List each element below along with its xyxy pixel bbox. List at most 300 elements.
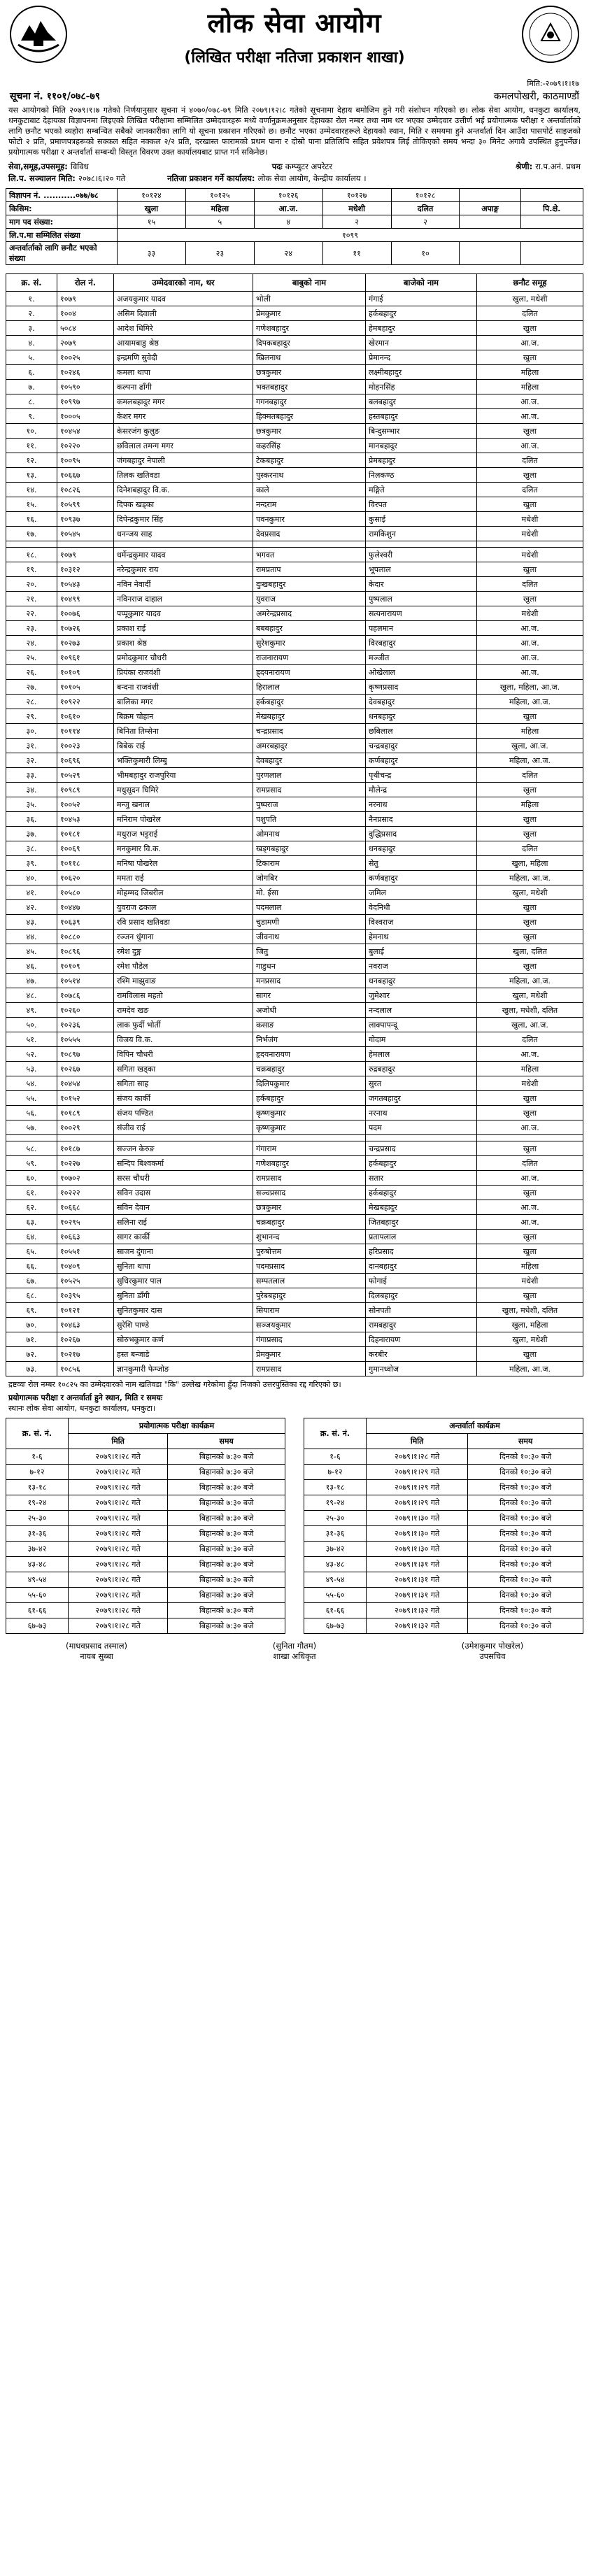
schedule-row (6, 1572, 285, 1588)
time-cell: बिहानको ७:३० बजे (168, 1542, 285, 1557)
roll-cell: १०६६३ (57, 1230, 114, 1244)
interview-count-cell: ११ (322, 242, 391, 265)
candidate-name-cell: भक्तिकुमारी लिम्बु (114, 753, 253, 768)
serial-cell: ६७. (6, 1274, 57, 1288)
father-name-cell: पुस्करनाथ (253, 468, 366, 483)
table-row (6, 1274, 583, 1288)
candidate-name-cell: बिबेक राई (114, 739, 253, 753)
father-name-cell: देवप्रसाद (253, 527, 366, 541)
signatory-name: (माधवप्रसाद तस्माल) (65, 1641, 128, 1651)
father-name-cell: रामप्रसाद (253, 783, 366, 797)
grandfather-name-cell: विरबहादुर (366, 636, 477, 650)
father-name-cell: काले (253, 483, 366, 497)
grandfather-name-cell: हर्कबहादुर (366, 306, 477, 321)
roll-cell: १०५२९ (57, 768, 114, 783)
father-name-cell: सागर (253, 988, 366, 1003)
separator-cell (114, 541, 253, 548)
father-name-cell: पशुपति (253, 812, 366, 827)
group-cell: खुला (477, 497, 583, 512)
candidate-name-cell: सगिता खड्का (114, 1062, 253, 1076)
service-label: सेवा,समूह,उपसमूह: (8, 162, 68, 171)
serial-cell: २२. (6, 606, 57, 621)
group-cell: आ.ज. (477, 665, 583, 680)
group-cell: आ.ज. (477, 636, 583, 650)
col-header: रोल नं. (57, 274, 114, 292)
date-cell: २०७९।१।२८ गते (69, 1542, 168, 1557)
father-name-cell: मनप्रसाद (253, 974, 366, 988)
interview-count-cell: १० (391, 242, 460, 265)
table-row (6, 827, 583, 841)
date-cell: २०७९।१।२८ गते (69, 1449, 168, 1465)
roll-cell: १०११८ (57, 856, 114, 871)
group-cell: महिला (477, 380, 583, 394)
serial-cell: ५१. (6, 1032, 57, 1047)
demand-label: माग पद संख्या: (6, 215, 118, 229)
table-row (6, 483, 583, 497)
roll-cell: १०४५३ (57, 812, 114, 827)
adv-col: १०१२८ (391, 189, 460, 202)
grandfather-name-cell: प्रेमानन्द (366, 350, 477, 365)
table-row (6, 665, 583, 680)
roll-cell: १०७२६ (57, 621, 114, 636)
father-name-cell: बबबहादुर (253, 621, 366, 636)
col-header: क्र. सं. (6, 274, 57, 292)
date-cell: २०७९।१।३१ गते (367, 1572, 468, 1588)
roll-cell: १०४९९ (57, 592, 114, 606)
adv-col: १०१२४ (118, 189, 186, 202)
exam-meta (6, 172, 583, 188)
serial-cell: ४६. (6, 959, 57, 974)
separator-cell (253, 541, 366, 548)
father-name-cell: टिकाराम (253, 856, 366, 871)
serial-cell: ६. (6, 365, 57, 380)
serial-cell: ११. (6, 439, 57, 453)
serial-cell: ३१. (6, 739, 57, 753)
serial-cell: ३६. (6, 812, 57, 827)
serial-cell: ४४. (6, 930, 57, 944)
group-cell: मधेशी (477, 606, 583, 621)
grandfather-name-cell: चन्द्रबहादुर (366, 739, 477, 753)
grandfather-name-cell: दिलबहादुर (366, 1288, 477, 1303)
father-name-cell: हर्कबहादुर (253, 1091, 366, 1106)
sched-col-header: मिति (69, 1434, 168, 1449)
candidate-name-cell: मनिराम पोखरेल (114, 812, 253, 827)
father-name-cell: अमरेन्द्रप्रसाद (253, 606, 366, 621)
serial-range-cell: १-६ (304, 1449, 367, 1465)
table-row (6, 974, 583, 988)
serial-cell: ३. (6, 321, 57, 336)
time-cell: बिहानको ७:३० बजे (168, 1480, 285, 1495)
candidate-name-cell: सविन उदास (114, 1186, 253, 1200)
serial-cell: ७३. (6, 1362, 57, 1376)
table-row (6, 856, 583, 871)
demand-cell: २ (322, 215, 391, 229)
table-row (6, 1186, 583, 1200)
father-name-cell: देवबहादुर (253, 753, 366, 768)
serial-range-cell: १३-१८ (6, 1480, 69, 1495)
group-cell: मधेशी (477, 548, 583, 562)
schedule-place: स्थानः लोक सेवा आयोग, धनकुटा कार्यालय, धनकुटा। (8, 1404, 156, 1413)
serial-cell: ६०. (6, 1171, 57, 1186)
group-cell: आ.ज. (477, 439, 583, 453)
roll-cell: १०५५५ (57, 1032, 114, 1047)
candidate-name-cell: ज्ञानकुमारी फेम्जोङ (114, 1362, 253, 1376)
grandfather-name-cell: कर्णबहादुर (366, 871, 477, 885)
father-name-cell: गंगाप्रसाद (253, 1332, 366, 1347)
post-value: कम्प्युटर अपरेटर (285, 162, 333, 171)
grandfather-name-cell: जितबहादुर (366, 1215, 477, 1230)
grandfather-name-cell: धनबहादुर (366, 709, 477, 724)
time-cell: दिनको १०:३० बजे (468, 1480, 583, 1495)
footnote: द्रष्टव्यः रोल नम्बर १०८२५ का उम्मेदवारको नाम खतिवडा "कि" उल्लेख गरेकोमा हुँदा निजको उत्तरपुस्तिका रद्द गरिएको छ। (8, 1380, 341, 1389)
father-name-cell: हर्कबहादुर (253, 695, 366, 709)
candidate-name-cell: मनकुमार वि.क. (114, 841, 253, 856)
father-name-cell: छत्रकुमार (253, 365, 366, 380)
roll-cell: ५०८४ (57, 321, 114, 336)
sched-col-header: मिति (367, 1434, 468, 1449)
candidate-name-cell: सन्दिप बिश्वकर्मा (114, 1156, 253, 1171)
candidate-list-table (6, 273, 583, 1376)
roll-cell: १०९८९ (57, 783, 114, 797)
serial-cell: ७१. (6, 1332, 57, 1347)
serial-range-cell: ६१-६६ (6, 1603, 69, 1618)
group-cell: खुला (477, 827, 583, 841)
group-cell: आ.ज. (477, 621, 583, 636)
grandfather-name-cell: धनबहादुर (366, 841, 477, 856)
roll-cell: १०८८० (57, 930, 114, 944)
serial-cell: १३. (6, 468, 57, 483)
table-row (6, 424, 583, 439)
group-cell: आ.ज. (477, 1120, 583, 1135)
signatory-role: शाखा अधिकृत (273, 1651, 316, 1661)
table-row (6, 1091, 583, 1106)
time-cell: दिनको १०:३० बजे (468, 1465, 583, 1480)
father-name-cell: ओमनाथ (253, 827, 366, 841)
candidate-name-cell: कमलबहादुर मगर (114, 394, 253, 409)
grandfather-name-cell: नन्दलाल (366, 1003, 477, 1018)
signatory-role: नायब सुब्बा (80, 1651, 113, 1661)
father-name-cell: सुरेशकुमार (253, 636, 366, 650)
table-row (6, 527, 583, 541)
schedule-title: प्रयोगात्मक परीक्षा र अन्तर्वार्ता हुने स्थान, मिति र समयः (8, 1393, 163, 1402)
roll-cell: १०४४७ (57, 900, 114, 915)
demand-cell: १५ (118, 215, 186, 229)
roll-cell: १०५८० (57, 885, 114, 900)
table-row (6, 636, 583, 650)
candidate-name-cell: रवि प्रसाद खतिवडा (114, 915, 253, 930)
date-cell: २०७९।१।२९ गते (367, 1465, 468, 1480)
signature-block (6, 1634, 583, 1662)
serial-range-cell: ४३-४८ (304, 1557, 367, 1572)
roll-cell: १०८९७ (57, 1047, 114, 1062)
serial-cell: ६८. (6, 1288, 57, 1303)
roll-cell: १०५९० (57, 380, 114, 394)
group-cell: दलित (477, 483, 583, 497)
serial-range-cell: ३७-४२ (6, 1542, 69, 1557)
serial-range-cell: ३७-४२ (304, 1542, 367, 1557)
serial-cell: ७२. (6, 1347, 57, 1362)
roll-cell: १०५४३ (57, 577, 114, 592)
grandfather-name-cell: दिहनारायण (366, 1332, 477, 1347)
father-name-cell: कृष्णकुमार (253, 1120, 366, 1135)
group-cell: खुला, महिला, आ.ज. (477, 680, 583, 695)
table-row (6, 1076, 583, 1091)
result-notice (6, 0, 583, 1662)
roll-cell: १०५९९ (57, 497, 114, 512)
time-cell: दिनको १०:३० बजे (468, 1572, 583, 1588)
serial-cell: ४०. (6, 871, 57, 885)
candidate-name-cell: आदेश धिमिरे (114, 321, 253, 336)
serial-cell: ६२. (6, 1200, 57, 1215)
grandfather-name-cell: कर्णबहादुर (366, 753, 477, 768)
time-cell: दिनको १०:३० बजे (468, 1511, 583, 1526)
candidate-name-cell: बन्दना राजवंशी (114, 680, 253, 695)
schedule-row (304, 1603, 583, 1618)
schedule-row (304, 1542, 583, 1557)
father-name-cell: रामप्रसाद (253, 1171, 366, 1186)
date-cell: २०७९।१।२८ गते (69, 1480, 168, 1495)
father-name-cell: अमरबहादुर (253, 739, 366, 753)
time-cell: दिनको १०:३० बजे (468, 1542, 583, 1557)
serial-cell: १०. (6, 424, 57, 439)
candidate-name-cell: असिम दिवाली (114, 306, 253, 321)
time-cell: बिहानको ७:३० बजे (168, 1495, 285, 1511)
serial-cell: ६३. (6, 1215, 57, 1230)
father-name-cell: रामप्रताप (253, 562, 366, 577)
advertisement-table (6, 188, 583, 265)
grandfather-name-cell: नरनाथ (366, 797, 477, 812)
serial-range-cell: १९-२४ (6, 1495, 69, 1511)
group-cell: महिला, आ.ज. (477, 871, 583, 885)
table-row (6, 871, 583, 885)
level-value: रा.प.अनं. प्रथम (535, 162, 581, 171)
time-cell: बिहानको ७:३० बजे (168, 1557, 285, 1572)
serial-cell: ५९. (6, 1156, 57, 1171)
candidate-name-cell: दिपेन्द्रकुमार सिंह (114, 512, 253, 527)
serial-cell: ५८. (6, 1141, 57, 1156)
schedule-row (6, 1495, 285, 1511)
grandfather-name-cell: चन्द्रप्रसाद (366, 1141, 477, 1156)
serial-cell: ४२. (6, 900, 57, 915)
table-row (6, 548, 583, 562)
group-cell: खुला, मधेशी (477, 988, 583, 1003)
father-name-cell: जितु (253, 944, 366, 959)
candidate-name-cell: जंगबहादुर नेपाली (114, 453, 253, 468)
candidate-name-cell: संजय पण्डित (114, 1106, 253, 1120)
group-cell: खुला (477, 812, 583, 827)
table-row (6, 1230, 583, 1244)
roll-cell: १०६६७ (57, 468, 114, 483)
group-cell: खुला (477, 562, 583, 577)
schedule-row (6, 1449, 285, 1465)
serial-range-cell: ५५-६० (6, 1588, 69, 1603)
serial-cell: ६५. (6, 1244, 57, 1259)
roll-cell: १०९९७ (57, 394, 114, 409)
group-cell: महिला, आ.ज. (477, 1362, 583, 1376)
roll-cell: १०५५१ (57, 1244, 114, 1259)
table-row (6, 1120, 583, 1135)
serial-cell: २. (6, 306, 57, 321)
candidate-name-cell: सुनितकुमार दास (114, 1303, 253, 1318)
group-cell: खुला (477, 1141, 583, 1156)
table-row (6, 1362, 583, 1376)
serial-cell: ७०. (6, 1318, 57, 1332)
separator-cell (57, 1135, 114, 1141)
serial-range-cell: १९-२४ (304, 1495, 367, 1511)
group-cell: खुला (477, 1244, 583, 1259)
father-name-cell: सम्पतलाल (253, 1274, 366, 1288)
father-name-cell: गणेशबहादुर (253, 321, 366, 336)
grandfather-name-cell: मञ्जीत (366, 650, 477, 665)
date-cell: २०७९।१।२९ गते (367, 1495, 468, 1511)
group-cell: खुला (477, 1288, 583, 1303)
group-cell: खुला (477, 783, 583, 797)
date-cell: २०७९।१।२८ गते (69, 1526, 168, 1542)
serial-cell: ५२. (6, 1047, 57, 1062)
group-cell: खुला, मधेशी (477, 885, 583, 900)
candidate-name-cell: धर्मेन्द्रकुमार यादव (114, 548, 253, 562)
father-name-cell: चन्द्रप्रसाद (253, 724, 366, 739)
schedule-row (304, 1511, 583, 1526)
candidate-name-cell: मधुसूदन घिमिरे (114, 783, 253, 797)
grandfather-name-cell: वेदनिधी (366, 900, 477, 915)
roll-cell: १०५४५ (57, 527, 114, 541)
grandfather-name-cell: फोगाई (366, 1274, 477, 1288)
candidate-name-cell: साजन दुंगाना (114, 1244, 253, 1259)
serial-cell: ४१. (6, 885, 57, 900)
grandfather-name-cell: जगतबहादुर (366, 1091, 477, 1106)
candidate-name-cell: सज्जन केरुङ (114, 1141, 253, 1156)
roll-cell: १०१५२ (57, 1091, 114, 1106)
date-cell: २०७९।१।३२ गते (367, 1618, 468, 1634)
candidate-name-cell: सागर कार्की (114, 1230, 253, 1244)
group-cell: खुला, मधेशी (477, 292, 583, 306)
serial-cell: २१. (6, 592, 57, 606)
roll-cell: १०८२६ (57, 483, 114, 497)
group-cell: महिला (477, 724, 583, 739)
demand-cell: ५ (185, 215, 254, 229)
father-name-cell: जीवनाथ (253, 930, 366, 944)
father-name-cell: पुष्पराज (253, 797, 366, 812)
demand-cell: २ (391, 215, 460, 229)
father-name-cell: राजनारायण (253, 650, 366, 665)
candidate-name-cell: लाक फुर्दी भोर्ती (114, 1018, 253, 1032)
group-cell: खुला (477, 959, 583, 974)
demand-cell: ४ (254, 215, 322, 229)
serial-range-cell: ७-१२ (6, 1465, 69, 1480)
candidate-name-cell: नरेन्द्रकुमार राय (114, 562, 253, 577)
grandfather-name-cell: निलकण्ठ (366, 468, 477, 483)
office-value: लोक सेवा आयोग, केन्द्रीय कार्यालय । (257, 173, 367, 183)
table-row (6, 1259, 583, 1274)
candidate-name-cell: कल्पना ढाँगी (114, 380, 253, 394)
grandfather-name-cell: गुमानध्वोज (366, 1362, 477, 1376)
father-name-cell: निर्भजंग (253, 1032, 366, 1047)
grandfather-name-cell: देवबहादुर (366, 695, 477, 709)
table-row (6, 621, 583, 636)
grandfather-name-cell: मङ्गिते (366, 483, 477, 497)
group-cell: मधेशी (477, 527, 583, 541)
group-separator (6, 1135, 583, 1141)
psc-seal-icon (520, 4, 581, 64)
father-name-cell: गगनबहादुर (253, 394, 366, 409)
candidate-name-cell: नविनराज दाहाल (114, 592, 253, 606)
grandfather-name-cell: कुसाई (366, 512, 477, 527)
grandfather-name-cell: विरपत (366, 497, 477, 512)
adv-col: १०१२६ (254, 189, 322, 202)
father-name-cell: युवराज (253, 592, 366, 606)
father-name-cell: सियाराम (253, 1303, 366, 1318)
group-cell: खुला, आ.ज. (477, 1018, 583, 1032)
serial-range-cell: ३१-३६ (6, 1526, 69, 1542)
candidate-name-cell: सुनिता थापा (114, 1259, 253, 1274)
group-cell: खुला (477, 321, 583, 336)
candidate-name-cell: केसरजंग कुलुङ (114, 424, 253, 439)
group-cell: दलित (477, 577, 583, 592)
candidate-rows (6, 292, 583, 1376)
table-row (6, 753, 583, 768)
time-cell: दिनको १०:३० बजे (468, 1603, 583, 1618)
group-cell: खुला (477, 915, 583, 930)
roll-cell: १०८५६ (57, 1362, 114, 1376)
group-cell: महिला (477, 1259, 583, 1274)
father-name-cell: गणेशबहादुर (253, 1156, 366, 1171)
signatory-name: (उमेशकुमार पोखरेल) (461, 1641, 524, 1651)
table-row (6, 768, 583, 783)
group-separator (6, 541, 583, 548)
candidate-name-cell: सविन देवान (114, 1200, 253, 1215)
office-place: कमलपोखरी, काठमाण्डौं (493, 91, 579, 102)
time-cell: दिनको १०:३० बजे (468, 1588, 583, 1603)
sched-col-header: क्र. सं. नं. (6, 1418, 69, 1449)
interview-count-cell: २४ (254, 242, 322, 265)
serial-cell: ३२. (6, 753, 57, 768)
serial-cell: ४९. (6, 1003, 57, 1018)
father-name-cell: हृदयनारायण (253, 1047, 366, 1062)
serial-range-cell: २५-३० (304, 1511, 367, 1526)
serial-cell: १२. (6, 453, 57, 468)
roll-cell: १०२९५ (57, 1215, 114, 1230)
interview-count-label: अन्तर्वार्ताको लागि छनौट भएको संख्या (6, 242, 118, 265)
father-name-cell: अजोधी (253, 1003, 366, 1018)
roll-cell: १०२३६ (57, 1018, 114, 1032)
roll-cell: १०५२५ (57, 1274, 114, 1288)
candidate-name-cell: कमला थापा (114, 365, 253, 380)
schedule-row (6, 1588, 285, 1603)
table-row (6, 724, 583, 739)
father-name-cell: खिलनाथ (253, 350, 366, 365)
roll-cell: १००९५ (57, 453, 114, 468)
father-name-cell: ह्र्दयनारायण (253, 665, 366, 680)
kind-label: किसिम: (6, 202, 118, 215)
serial-range-cell: ५५-६० (304, 1588, 367, 1603)
table-row (6, 1200, 583, 1215)
grandfather-name-cell: सोनपती (366, 1303, 477, 1318)
roll-cell: १०८९६ (57, 944, 114, 959)
candidate-name-cell: प्रकाश राई (114, 621, 253, 636)
serial-cell: ६६. (6, 1259, 57, 1274)
roll-cell: १०९६१ (57, 650, 114, 665)
table-row (6, 959, 583, 974)
serial-cell: ३७. (6, 827, 57, 841)
candidate-name-cell: बालिका मगर (114, 695, 253, 709)
roll-cell: १०६६८ (57, 1200, 114, 1215)
serial-cell: ७. (6, 380, 57, 394)
father-name-cell: हिरालाल (253, 680, 366, 695)
group-cell: महिला, आ.ज. (477, 753, 583, 768)
group-cell: खुला, दलित (477, 944, 583, 959)
roll-cell: १०४५४ (57, 424, 114, 439)
